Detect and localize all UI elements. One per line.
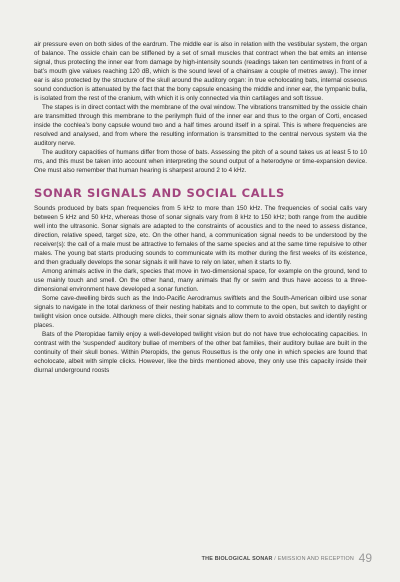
intro-paragraph-2: The stapes is in direct contact with the membrane of the oval window. The vibrations transmitted by the ossicle chain are transmitted through this membrane to the perilymph fluid of the inner ear and thus to the organ of Corti, encased inside the cochlea’s bony capsule wound two and a half times around itself in a spiral. This is where frequencies are resolved and analysed, and from where the resulting information is transmitted to the central nervous system via the auditory nerve.	[34, 104, 367, 147]
top-margin	[0, 0, 400, 26]
page-footer	[0, 551, 400, 571]
running-head-main: THE BIOLOGICAL SONAR	[201, 556, 273, 562]
body-text	[34, 40, 367, 375]
section-paragraph-2: Among animals active in the dark, species that move in two-dimensional space, for example on the ground, tend to use mainly touch and smell. On the other hand, many animals that fly or swim and thus have access to a three-dimensional environment have developed a sonar function.	[34, 268, 367, 293]
running-head-separator: /	[272, 556, 278, 562]
page-number: 49	[358, 551, 372, 565]
running-head-sub: EMISSION AND RECEPTION	[277, 556, 354, 562]
section-paragraph-1: Sounds produced by bats span frequencies from 5 kHz to more than 150 kHz. The frequencies of social calls vary between 5 kHz and 50 kHz, whereas those of sonar signals vary from 8 kHz to 150 kHz; both range from the audible well into the ultrasonic. Sonar signals are adapted to the constraints of acoustics and to the need to assess distance, direction, relative speed, target size, etc. On the other hand, a communication signal needs to be understood by the receiver(s): the call of a male must be attractive to females of the same species and at the same time repulsive to other males. The young bat starts producing sounds to communicate with its mother during the first weeks of its existence, and then gradually develops the sonar signals it will have to rely on later, when it starts to fly.	[34, 205, 367, 266]
section-heading: SONAR SIGNALS AND SOCIAL CALLS	[34, 186, 285, 200]
section-paragraph-4: Bats of the Pteropidae family enjoy a well-developed twilight vision but do not have true echolocating capacities. In contrast with the ‘suspended’ auditory bullae of members of the other bat families, their auditory bullae are built in the continuity of their skull bones. Within Pteropids, the genus Rousettus is the only one in which species are found that echolocate, albeit with simple clicks. However, like the birds mentioned above, they only use this capacity inside their diurnal underground roosts	[34, 331, 367, 374]
running-head	[202, 556, 354, 562]
section-paragraph-3: Some cave-dwelling birds such as the Indo-Pacific Aerodramus swiftlets and the South-American oilbird use sonar signals to navigate in the total darkness of their nesting habitats and to commute to the open, but switch to daylight or twilight vision once outside. Although mere clicks, their sonar signals allow them to avoid obstacles and identify resting places.	[34, 295, 367, 329]
intro-paragraph-1: air pressure even on both sides of the eardrum. The middle ear is also in relation with the vestibular system, the organ of balance. The ossicle chain can be stiffened by a set of small muscles that contract when the bat emits an intense signal, thus protecting the inner ear from damage by high-intensity sounds (readings taken ten centimetres in front of a bat’s mouth give values reaching 120 dB, which is the sound level of a chainsaw a couple of metres away). The inner ear is also protected by the structure of the skull around the auditory organ: in true echolocating bats, internal osseous sound conduction is attenuated by the fact that the bony capsule encasing the middle and inner ear, the tympanic bulla, is isolated from the rest of the cranium, with which it is only connected via thin cartilages and soft tissue.	[34, 41, 367, 102]
intro-paragraph-3: The auditory capacities of humans differ from those of bats. Assessing the pitch of a sound takes us at least 5 to 10 ms, and this must be taken into account when interpreting the sound output of a heterodyne or time-expansion device. One must also remember that human hearing is sharpest around 2 to 4 kHz.	[34, 149, 367, 174]
